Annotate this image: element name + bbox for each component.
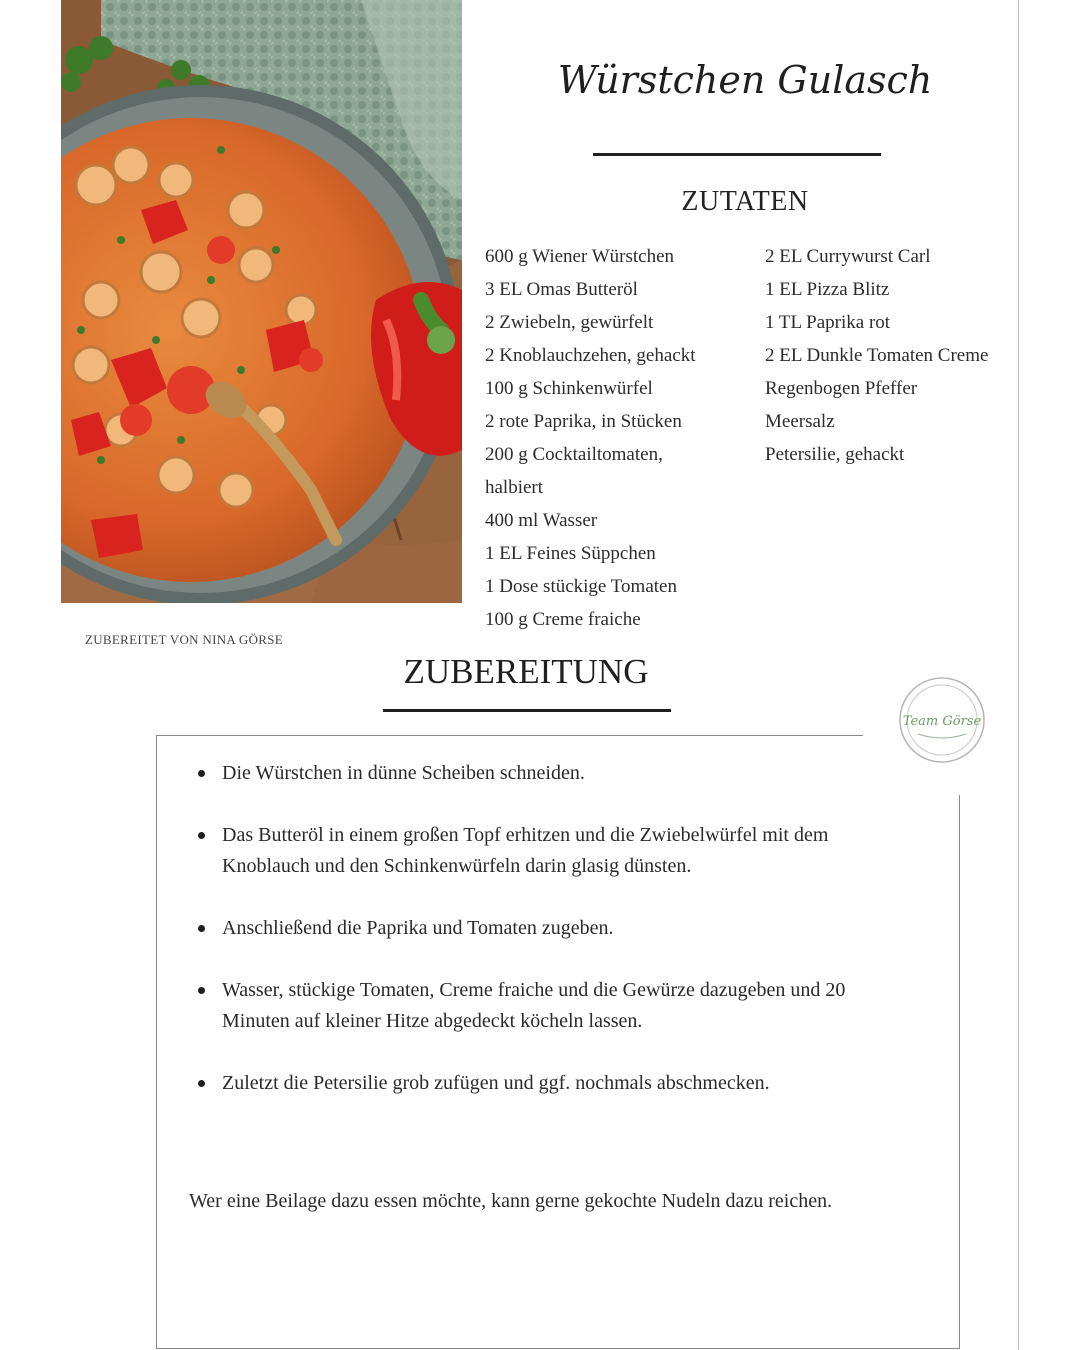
ingredient-item: 2 EL Currywurst Carl <box>765 246 931 267</box>
goulash-photo <box>61 0 462 603</box>
ingredient-item: 1 Dose stückige Tomaten <box>485 576 677 597</box>
side-dish-note: Wer eine Beilage dazu essen möchte, kann gerne gekochte Nudeln dazu reichen. <box>189 1190 833 1212</box>
step-item: Anschließend die Paprika und Tomaten zugeben. <box>196 913 916 944</box>
steps-box-border-right <box>959 795 960 1349</box>
preparation-heading: ZUBEREITUNG <box>403 652 649 691</box>
logo-text: Team Görse <box>902 714 982 729</box>
steps-box-border-top <box>156 735 863 736</box>
ingredient-item: 1 EL Feines Süppchen <box>485 543 656 564</box>
ingredient-item: 100 g Creme fraiche <box>485 609 641 630</box>
ingredient-item: halbiert <box>485 477 544 498</box>
ingredient-item: 100 g Schinkenwürfel <box>485 378 653 399</box>
ingredients-heading: ZUTATEN <box>681 186 809 217</box>
recipe-title: Würstchen Gulasch <box>557 58 933 102</box>
ingredient-item: 400 ml Wasser <box>485 510 598 531</box>
ingredient-item: Regenbogen Pfeffer <box>765 378 918 399</box>
ingredient-item: 2 EL Dunkle Tomaten Creme <box>765 345 989 366</box>
logo-badge-icon <box>898 676 986 764</box>
ingredients-list-left <box>485 240 696 636</box>
step-item: Die Würstchen in dünne Scheiben schneiden. <box>196 758 916 789</box>
title-divider <box>593 153 881 156</box>
goulash-photo-illustration <box>61 0 462 603</box>
ingredient-item: 600 g Wiener Würstchen <box>485 246 675 267</box>
step-item: Zuletzt die Petersilie grob zufügen und ggf. nochmals abschmecken. <box>196 1068 916 1099</box>
ingredient-item: 1 TL Paprika rot <box>765 312 891 333</box>
ingredient-item: 2 rote Paprika, in Stücken <box>485 411 682 432</box>
ingredients-list-right <box>765 240 988 471</box>
preparation-divider <box>383 709 671 712</box>
step-item: Wasser, stückige Tomaten, Creme fraiche und die Gewürze dazugeben und 20 Minuten auf kleiner Hitze abgedeckt köcheln lassen. <box>196 975 916 1037</box>
ingredient-item: 3 EL Omas Butteröl <box>485 279 638 300</box>
steps-box-border-left <box>156 735 157 1349</box>
ingredient-item: 1 EL Pizza Blitz <box>765 279 890 300</box>
step-item: Das Butteröl in einem großen Topf erhitzen und die Zwiebelwürfel mit dem Knoblauch und den Schinkenwürfeln darin glasig dünsten. <box>196 820 916 882</box>
ingredient-item: Meersalz <box>765 411 835 432</box>
ingredient-item: 200 g Cocktailtomaten, <box>485 444 663 465</box>
photo-credit: ZUBEREITET VON NINA GÖRSE <box>85 632 284 647</box>
preparation-steps <box>196 758 916 1130</box>
page-edge-line <box>1018 0 1019 1350</box>
team-goerse-logo <box>898 676 986 764</box>
steps-box-border-bottom <box>156 1348 960 1349</box>
ingredient-item: Petersilie, gehackt <box>765 444 905 465</box>
ingredient-item: 2 Zwiebeln, gewürfelt <box>485 312 654 333</box>
ingredient-item: 2 Knoblauchzehen, gehackt <box>485 345 696 366</box>
